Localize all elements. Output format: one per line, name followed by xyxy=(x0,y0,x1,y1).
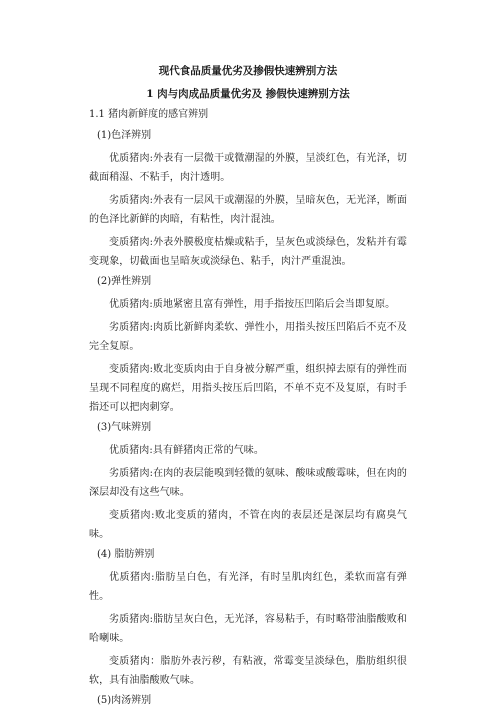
paragraph-good-fat: 优质猪肉:脂肪呈白色，有光泽，有时呈肌肉红色，柔软而富有弹性。 xyxy=(89,572,407,602)
section-title: 1.1 猪肉新鲜度的感官辨别 xyxy=(89,109,209,120)
paragraph-spoiled-color: 变质猪肉:外表外膜极度枯燥或粘手，呈灰色或淡绿色，发粘并有霉变现象，切截面也呈暗灰或淡绿色、粘手，肉汁严重混浊。 xyxy=(89,237,407,267)
paragraph-poor-color: 劣质猪肉:外表有一层风干或潮湿的外膜，呈暗灰色，无光泽，断面的色泽比新鲜的肉暗，有粘性，肉汁混浊。 xyxy=(89,195,407,225)
paragraph-good-smell: 优质猪肉:具有鲜猪肉正常的气味。 xyxy=(109,445,264,456)
heading-color: (1)色泽辨别 xyxy=(97,130,152,141)
paragraph-poor-elasticity: 劣质猪肉:肉质比新鲜肉柔软、弹性小，用指头按压凹陷后不克不及完全复原。 xyxy=(89,322,407,352)
paragraph-good-color: 优质猪肉:外表有一层微干或微潮湿的外膜，呈淡红色，有光泽，切截面稍湿、不粘手，肉汁透明。 xyxy=(89,153,407,183)
heading-broth: (5)肉汤辨别 xyxy=(97,695,152,706)
paragraph-spoiled-elasticity: 变质猪肉:败北变质肉由于自身被分解严重，组织掉去原有的弹性而呈现不同程度的腐烂，用指头按压后凹陷，不单不克不及复原，有时手指还可以把肉刺穿。 xyxy=(89,364,407,413)
heading-fat: (4) 脂肪辨别 xyxy=(97,549,155,560)
paragraph-spoiled-fat: 变质猪肉：脂肪外表污秽，有粘液，常霉变呈淡绿色，脂肪组织很软，具有油脂酸败气味。 xyxy=(89,656,407,686)
paragraph-poor-fat: 劣质猪肉:脂肪呈灰白色，无光泽，容易粘手，有时略带油脂酸败和哈喇味。 xyxy=(89,614,407,644)
heading-elasticity: (2)弹性辨别 xyxy=(97,276,152,287)
heading-smell: (3)气味辨别 xyxy=(97,422,152,433)
paragraph-poor-smell: 劣质猪肉:在肉的表层能嗅到轻微的氨味、酸味或酸霉味，但在肉的深层却没有这些气味。 xyxy=(89,468,407,498)
chapter-title: 1 肉与肉成品质量优劣及 掺假快速辨别方法 xyxy=(146,88,350,100)
paragraph-spoiled-smell: 变质猪肉:败北变质的猪肉，不管在肉的表层还是深层均有腐臭气味。 xyxy=(89,510,407,540)
paragraph-good-elasticity: 优质猪肉:质地紧密且富有弹性，用手指按压凹陷后会当即复原。 xyxy=(109,299,396,310)
document-title: 现代食品质量优劣及掺假快速辨别方法 xyxy=(158,65,338,77)
